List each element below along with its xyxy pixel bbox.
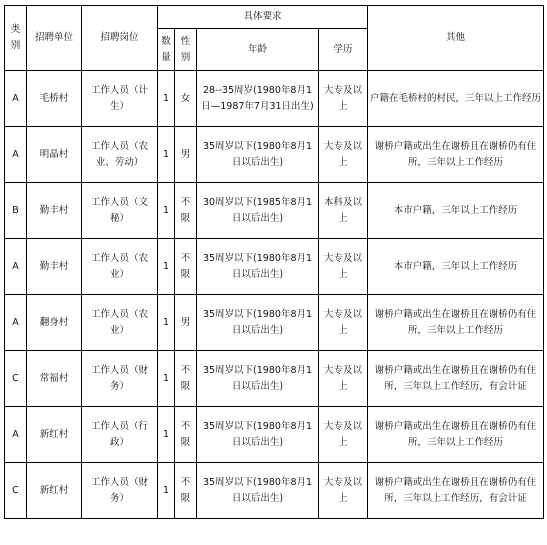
cell-unit: 毛桥村	[27, 71, 82, 127]
cell-other: 谢桥户籍或出生在谢桥且在谢桥仍有住所，三年以上工作经历	[368, 407, 544, 463]
col-header-requirements: 具体要求	[158, 6, 368, 29]
cell-count: 1	[158, 127, 175, 183]
cell-age: 35周岁以下(1980年8月1日以后出生)	[197, 463, 319, 519]
cell-age: 35周岁以下(1980年8月1日以后出生)	[197, 127, 319, 183]
cell-count: 1	[158, 71, 175, 127]
cell-category: A	[5, 71, 27, 127]
table-row	[5, 463, 544, 519]
cell-education: 本科及以上	[319, 183, 368, 239]
cell-category: A	[5, 295, 27, 351]
cell-unit: 勤丰村	[27, 183, 82, 239]
cell-unit: 勤丰村	[27, 239, 82, 295]
cell-category: A	[5, 407, 27, 463]
cell-education: 大专及以上	[319, 295, 368, 351]
cell-gender: 女	[175, 71, 197, 127]
cell-other: 本市户籍，三年以上工作经历	[368, 239, 544, 295]
cell-count: 1	[158, 295, 175, 351]
cell-position: 工作人员（农业）	[82, 295, 158, 351]
cell-other: 谢桥户籍或出生在谢桥且在谢桥仍有住所，三年以上工作经历，有会计证	[368, 351, 544, 407]
col-header-other: 其他	[368, 6, 544, 71]
cell-category: A	[5, 127, 27, 183]
col-header-position: 招聘岗位	[82, 6, 158, 71]
recruitment-table	[4, 5, 544, 519]
table-row	[5, 239, 544, 295]
cell-unit: 明晶村	[27, 127, 82, 183]
cell-gender: 不限	[175, 183, 197, 239]
cell-education: 大专及以上	[319, 127, 368, 183]
cell-age: 30周岁以下(1985年8月1日以后出生)	[197, 183, 319, 239]
cell-other: 谢桥户籍或出生在谢桥且在谢桥仍有住所，三年以上工作经历，有会计证	[368, 463, 544, 519]
table-row	[5, 127, 544, 183]
table-row	[5, 407, 544, 463]
col-header-category: 类别	[5, 6, 27, 71]
cell-count: 1	[158, 463, 175, 519]
cell-education: 大专及以上	[319, 71, 368, 127]
cell-category: C	[5, 351, 27, 407]
cell-gender: 不限	[175, 407, 197, 463]
table-body	[5, 71, 544, 519]
cell-unit: 翻身村	[27, 295, 82, 351]
cell-position: 工作人员（农业）	[82, 239, 158, 295]
cell-position: 工作人员（计生）	[82, 71, 158, 127]
cell-other: 户籍在毛桥村的村民，三年以上工作经历	[368, 71, 544, 127]
cell-gender: 男	[175, 127, 197, 183]
cell-category: C	[5, 463, 27, 519]
col-header-age: 年龄	[197, 29, 319, 71]
cell-unit: 新红村	[27, 407, 82, 463]
cell-other: 谢桥户籍或出生在谢桥且在谢桥仍有住所，三年以上工作经历	[368, 295, 544, 351]
cell-age: 35周岁以下(1980年8月1日以后出生)	[197, 351, 319, 407]
cell-unit: 常福村	[27, 351, 82, 407]
col-header-education: 学历	[319, 29, 368, 71]
cell-position: 工作人员（财务）	[82, 463, 158, 519]
table-row	[5, 351, 544, 407]
cell-position: 工作人员（文秘）	[82, 183, 158, 239]
cell-age: 28--35周岁(1980年8月1日—1987年7月31日出生)	[197, 71, 319, 127]
cell-position: 工作人员（财务）	[82, 351, 158, 407]
col-header-gender: 性别	[175, 29, 197, 71]
cell-unit: 新红村	[27, 463, 82, 519]
cell-education: 大专及以上	[319, 463, 368, 519]
cell-count: 1	[158, 183, 175, 239]
cell-age: 35周岁以下(1980年8月1日以后出生)	[197, 239, 319, 295]
header-row-1	[5, 6, 544, 29]
cell-position: 工作人员（行政）	[82, 407, 158, 463]
col-header-unit: 招聘单位	[27, 6, 82, 71]
cell-count: 1	[158, 351, 175, 407]
cell-gender: 不限	[175, 463, 197, 519]
cell-age: 35周岁以下(1980年8月1日以后出生)	[197, 407, 319, 463]
cell-gender: 男	[175, 295, 197, 351]
table-row	[5, 183, 544, 239]
col-header-count: 数量	[158, 29, 175, 71]
cell-count: 1	[158, 407, 175, 463]
cell-education: 大专及以上	[319, 239, 368, 295]
cell-gender: 不限	[175, 239, 197, 295]
cell-category: A	[5, 239, 27, 295]
cell-gender: 不限	[175, 351, 197, 407]
table-row	[5, 295, 544, 351]
cell-count: 1	[158, 239, 175, 295]
cell-other: 谢桥户籍或出生在谢桥且在谢桥仍有住所，三年以上工作经历	[368, 127, 544, 183]
cell-category: B	[5, 183, 27, 239]
table-row	[5, 71, 544, 127]
cell-position: 工作人员（农业、劳动）	[82, 127, 158, 183]
cell-other: 本市户籍，三年以上工作经历	[368, 183, 544, 239]
cell-education: 大专及以上	[319, 351, 368, 407]
cell-education: 大专及以上	[319, 407, 368, 463]
cell-age: 35周岁以下(1980年8月1日以后出生)	[197, 295, 319, 351]
